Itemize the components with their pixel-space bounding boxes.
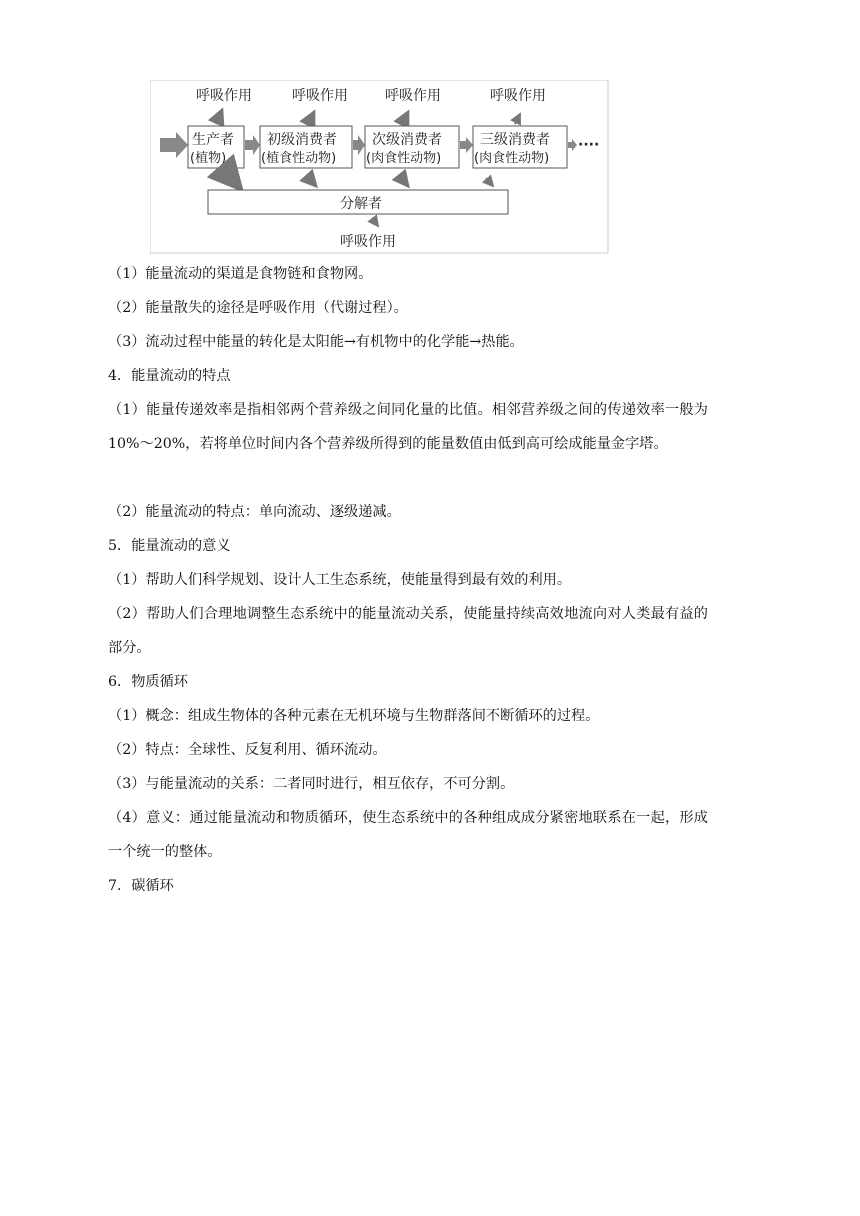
respiration-label-1: 呼吸作用: [196, 88, 252, 104]
secondary-consumer-label: 次级消费者: [372, 132, 442, 148]
primary-consumer-label: 初级消费者: [267, 132, 337, 148]
section-heading: 6．物质循环: [108, 674, 188, 690]
text-paragraph: （4）意义：通过能量流动和物质循环，使生态系统中的各种组成成分紧密地联系在一起，形成一个统一的整体。: [108, 810, 708, 860]
tertiary-consumer-box: [473, 126, 567, 168]
text-line: （3）流动过程中能量的转化是太阳能→有机物中的化学能→热能。: [108, 334, 524, 350]
text-paragraph: （1）能量传递效率是指相邻两个营养级之间同化量的比值。相邻营养级之间的传递效率一般为 10%～20%，若将单位时间内各个营养级所得到的能量数值由低到高可绘成能量金字塔。: [108, 402, 708, 452]
section-heading: 5．能量流动的意义: [108, 538, 231, 554]
text-line: （3）与能量流动的关系：二者同时进行，相互依存，不可分割。: [108, 776, 515, 792]
text-line: （1）概念：组成生物体的各种元素在无机环境与生物群落间不断循环的过程。: [108, 708, 600, 724]
primary-consumer-sublabel: (植食性动物): [261, 151, 337, 166]
section-heading: 4．能量流动的特点: [108, 368, 231, 384]
energy-flow-diagram: [150, 80, 610, 255]
text-line: （2）能量流动的特点：单向流动、逐级递减。: [108, 504, 401, 520]
text-line: （2）能量散失的途径是呼吸作用（代谢过程）。: [108, 300, 408, 316]
producer-sublabel: (植物): [190, 151, 227, 166]
decomposer-label: 分解者: [340, 196, 382, 212]
secondary-consumer-sublabel: (肉食性动物): [366, 151, 442, 166]
respiration-label-3: 呼吸作用: [385, 88, 441, 104]
producer-label: 生产者: [192, 132, 234, 148]
respiration-label-4: 呼吸作用: [490, 88, 546, 104]
text-line: （2）特点：全球性、反复利用、循环流动。: [108, 742, 387, 758]
text-paragraph: （2）帮助人们合理地调整生态系统中的能量流动关系，使能量持续高效地流向对人类最有益的部分。: [108, 606, 708, 656]
section-heading: 7．碳循环: [108, 878, 174, 894]
tertiary-consumer-sublabel: (肉食性动物): [474, 151, 550, 166]
producer-box: [188, 126, 244, 168]
ellipsis: ····: [578, 137, 600, 153]
primary-consumer-box: [260, 126, 352, 168]
respiration-label-2: 呼吸作用: [292, 88, 348, 104]
tertiary-consumer-label: 三级消费者: [480, 132, 550, 148]
text-line: （1）帮助人们科学规划、设计人工生态系统，使能量得到最有效的利用。: [108, 572, 572, 588]
decomposer-box: [208, 190, 508, 214]
text-line: （1）能量流动的渠道是食物链和食物网。: [108, 266, 373, 282]
secondary-consumer-box: [365, 126, 459, 168]
respiration-label-bottom: 呼吸作用: [340, 234, 396, 250]
